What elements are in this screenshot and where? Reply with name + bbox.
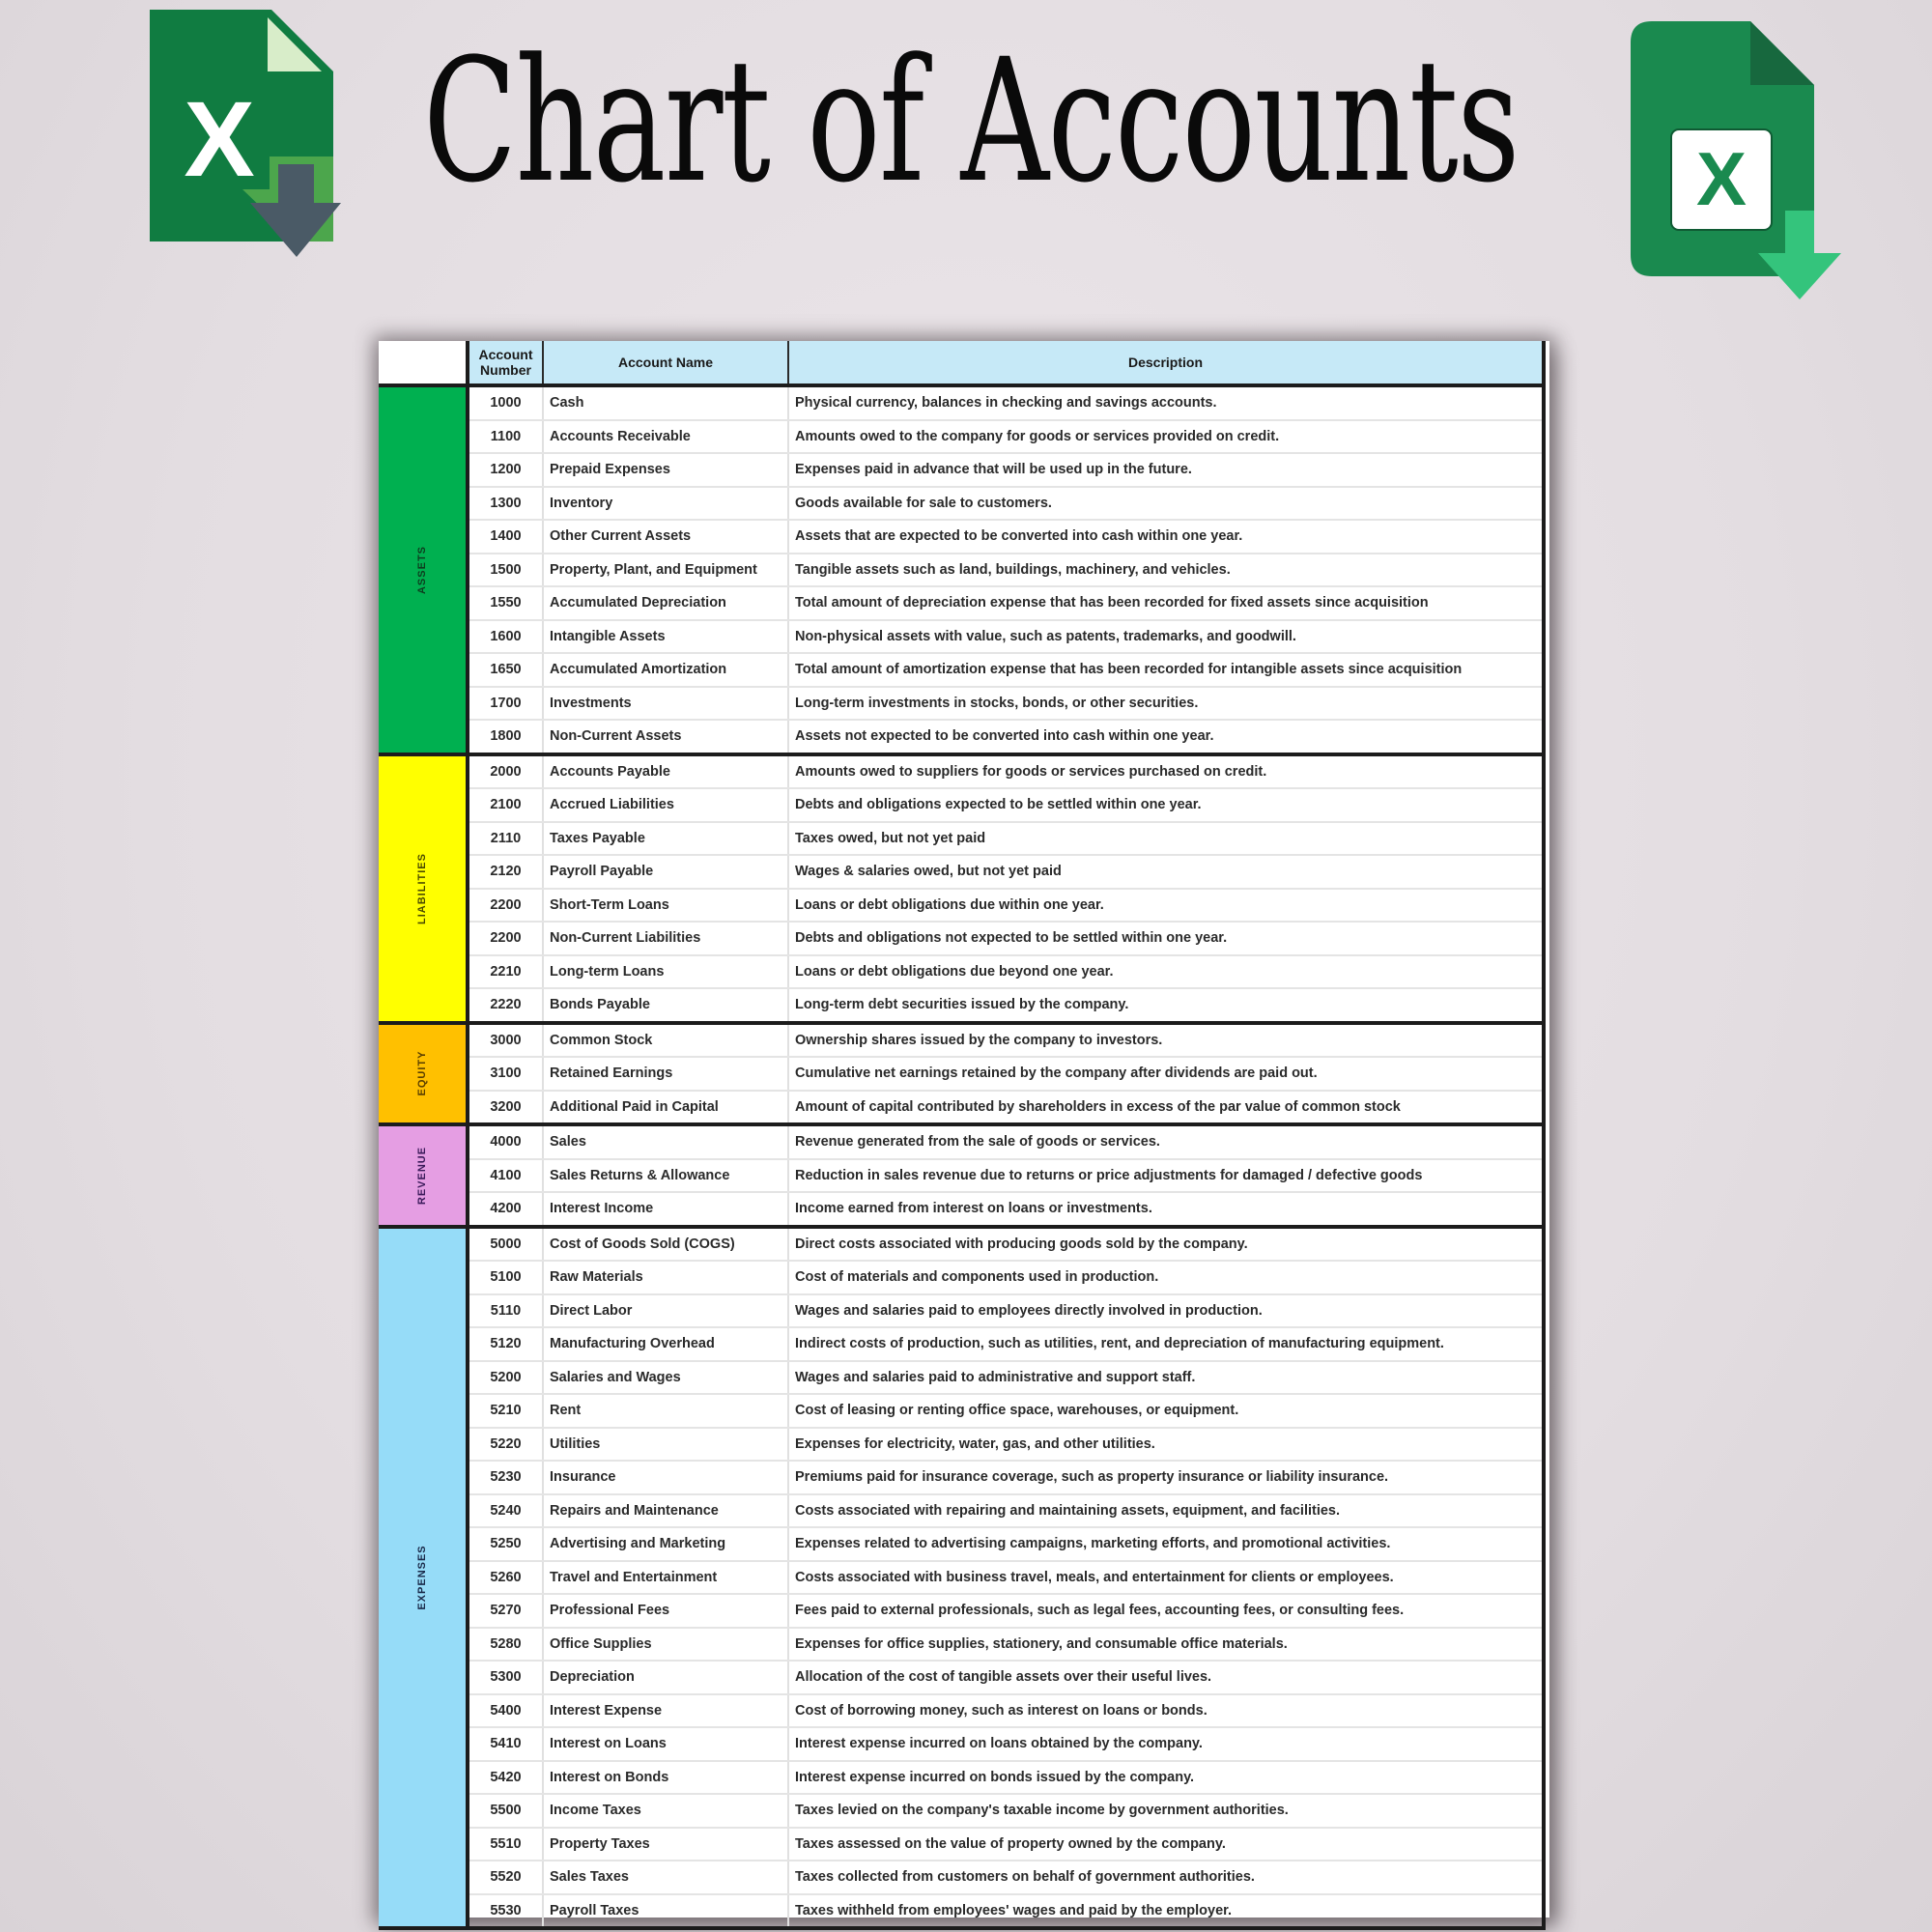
category-cell-assets xyxy=(379,385,468,754)
account-number[interactable]: 2210 xyxy=(468,955,543,989)
account-number[interactable]: 1400 xyxy=(468,520,543,554)
table-row xyxy=(379,1694,1544,1728)
account-description[interactable]: Ownership shares issued by the company to investors. xyxy=(788,1023,1544,1058)
account-number[interactable]: 5400 xyxy=(468,1694,543,1728)
account-number[interactable]: 2220 xyxy=(468,988,543,1023)
account-number[interactable]: 2200 xyxy=(468,889,543,923)
account-name[interactable]: Long-term Loans xyxy=(543,955,788,989)
account-description[interactable]: Expenses for office supplies, stationery, and consumable office materials. xyxy=(788,1628,1544,1662)
account-name[interactable]: Retained Earnings xyxy=(543,1057,788,1091)
account-number[interactable]: 5230 xyxy=(468,1461,543,1494)
header-category xyxy=(379,341,468,385)
account-number[interactable]: 3100 xyxy=(468,1057,543,1091)
account-name[interactable]: Repairs and Maintenance xyxy=(543,1494,788,1528)
account-name[interactable]: Accounts Payable xyxy=(543,754,788,789)
account-number[interactable]: 5000 xyxy=(468,1227,543,1262)
table-row xyxy=(379,1124,1544,1159)
account-name[interactable]: Accumulated Depreciation xyxy=(543,586,788,620)
table-row xyxy=(379,487,1544,521)
category-label: EQUITY xyxy=(416,1050,428,1096)
category-cell-revenue xyxy=(379,1124,468,1227)
account-number[interactable]: 5500 xyxy=(468,1794,543,1828)
table-row xyxy=(379,653,1544,687)
account-description[interactable]: Tangible assets such as land, buildings, machinery, and vehicles. xyxy=(788,554,1544,587)
account-description[interactable]: Cumulative net earnings retained by the company after dividends are paid out. xyxy=(788,1057,1544,1091)
account-name[interactable]: Accrued Liabilities xyxy=(543,788,788,822)
table-row xyxy=(379,1394,1544,1428)
table-row xyxy=(379,1294,1544,1328)
account-name[interactable]: Direct Labor xyxy=(543,1294,788,1328)
account-number[interactable]: 1100 xyxy=(468,420,543,454)
account-number[interactable]: 5510 xyxy=(468,1828,543,1861)
account-number[interactable]: 5420 xyxy=(468,1761,543,1795)
account-description[interactable]: Long-term investments in stocks, bonds, or other securities. xyxy=(788,687,1544,721)
account-description[interactable]: Expenses related to advertising campaigns, marketing efforts, and promotional activities. xyxy=(788,1527,1544,1561)
table-row xyxy=(379,1428,1544,1462)
category-cell-expenses xyxy=(379,1227,468,1929)
account-number[interactable]: 2000 xyxy=(468,754,543,789)
table-row xyxy=(379,1023,1544,1058)
account-name[interactable]: Cost of Goods Sold (COGS) xyxy=(543,1227,788,1262)
table-row xyxy=(379,1861,1544,1894)
table-row xyxy=(379,554,1544,587)
table-row xyxy=(379,1828,1544,1861)
account-description[interactable]: Taxes collected from customers on behalf of government authorities. xyxy=(788,1861,1544,1894)
account-number[interactable]: 2100 xyxy=(468,788,543,822)
account-name[interactable]: Income Taxes xyxy=(543,1794,788,1828)
excel-download-icon xyxy=(150,10,372,261)
account-name[interactable]: Raw Materials xyxy=(543,1261,788,1294)
account-name[interactable]: Office Supplies xyxy=(543,1628,788,1662)
account-number[interactable]: 4100 xyxy=(468,1159,543,1193)
table-row xyxy=(379,1794,1544,1828)
table-row xyxy=(379,1461,1544,1494)
account-description[interactable]: Long-term debt securities issued by the company. xyxy=(788,988,1544,1023)
account-number[interactable]: 4000 xyxy=(468,1124,543,1159)
account-number[interactable]: 5240 xyxy=(468,1494,543,1528)
account-name[interactable]: Accumulated Amortization xyxy=(543,653,788,687)
svg-text:X: X xyxy=(184,80,255,199)
account-description[interactable]: Non-physical assets with value, such as patents, trademarks, and goodwill. xyxy=(788,620,1544,654)
account-description[interactable]: Taxes owed, but not yet paid xyxy=(788,822,1544,856)
table-row xyxy=(379,1594,1544,1628)
account-name[interactable]: Utilities xyxy=(543,1428,788,1462)
account-description[interactable]: Total amount of depreciation expense that has been recorded for fixed assets since acquisition xyxy=(788,586,1544,620)
account-number[interactable]: 5520 xyxy=(468,1861,543,1894)
category-cell-liabilities xyxy=(379,754,468,1023)
account-name[interactable]: Taxes Payable xyxy=(543,822,788,856)
table-row xyxy=(379,1091,1544,1125)
account-name[interactable]: Interest on Loans xyxy=(543,1727,788,1761)
account-description[interactable]: Assets not expected to be converted into cash within one year. xyxy=(788,720,1544,754)
account-description[interactable]: Total amount of amortization expense that has been recorded for intangible assets since acquisition xyxy=(788,653,1544,687)
table-row xyxy=(379,1661,1544,1694)
account-description[interactable]: Cost of materials and components used in production. xyxy=(788,1261,1544,1294)
table-header-row xyxy=(379,341,1544,385)
account-number[interactable]: 5110 xyxy=(468,1294,543,1328)
account-number[interactable]: 5250 xyxy=(468,1527,543,1561)
page-title: Chart of Accounts xyxy=(423,21,1519,220)
table-row xyxy=(379,1057,1544,1091)
account-number[interactable]: 5530 xyxy=(468,1894,543,1929)
table-row xyxy=(379,754,1544,789)
account-description[interactable]: Interest expense incurred on loans obtained by the company. xyxy=(788,1727,1544,1761)
account-name[interactable]: Interest Expense xyxy=(543,1694,788,1728)
account-description[interactable]: Goods available for sale to customers. xyxy=(788,487,1544,521)
table-row xyxy=(379,922,1544,955)
table-row xyxy=(379,1894,1544,1929)
account-description[interactable]: Reduction in sales revenue due to returns or price adjustments for damaged / defective goods xyxy=(788,1159,1544,1193)
account-number[interactable]: 1550 xyxy=(468,586,543,620)
account-number[interactable]: 2120 xyxy=(468,855,543,889)
category-label: LIABILITIES xyxy=(416,852,428,924)
table-row xyxy=(379,1361,1544,1395)
account-description[interactable]: Interest expense incurred on bonds issued by the company. xyxy=(788,1761,1544,1795)
table-row xyxy=(379,720,1544,754)
account-name[interactable]: Sales Taxes xyxy=(543,1861,788,1894)
account-name[interactable]: Manufacturing Overhead xyxy=(543,1327,788,1361)
table-row xyxy=(379,1261,1544,1294)
account-description[interactable]: Debts and obligations not expected to be settled within one year. xyxy=(788,922,1544,955)
account-name[interactable]: Cash xyxy=(543,385,788,420)
account-description[interactable]: Taxes withheld from employees' wages and paid by the employer. xyxy=(788,1894,1544,1929)
account-name[interactable]: Non-Current Liabilities xyxy=(543,922,788,955)
account-description[interactable]: Assets that are expected to be converted into cash within one year. xyxy=(788,520,1544,554)
table-row xyxy=(379,855,1544,889)
account-number[interactable]: 5270 xyxy=(468,1594,543,1628)
account-name[interactable]: Professional Fees xyxy=(543,1594,788,1628)
account-description[interactable]: Fees paid to external professionals, such as legal fees, accounting fees, or consulting fees. xyxy=(788,1594,1544,1628)
account-description[interactable]: Physical currency, balances in checking and savings accounts. xyxy=(788,385,1544,420)
account-name[interactable]: Intangible Assets xyxy=(543,620,788,654)
account-description[interactable]: Costs associated with business travel, meals, and entertainment for clients or employees. xyxy=(788,1561,1544,1595)
table-row xyxy=(379,1727,1544,1761)
account-description[interactable]: Amount of capital contributed by shareholders in excess of the par value of common stock xyxy=(788,1091,1544,1125)
account-description[interactable]: Cost of leasing or renting office space, warehouses, or equipment. xyxy=(788,1394,1544,1428)
account-number[interactable]: 5200 xyxy=(468,1361,543,1395)
account-name[interactable]: Depreciation xyxy=(543,1661,788,1694)
table-row xyxy=(379,955,1544,989)
account-name[interactable]: Travel and Entertainment xyxy=(543,1561,788,1595)
account-description[interactable]: Wages & salaries owed, but not yet paid xyxy=(788,855,1544,889)
sheets-download-icon xyxy=(1631,21,1853,301)
table-row xyxy=(379,1494,1544,1528)
account-name[interactable]: Interest Income xyxy=(543,1192,788,1227)
category-label: EXPENSES xyxy=(416,1545,428,1610)
table-row xyxy=(379,889,1544,923)
account-number[interactable]: 1650 xyxy=(468,653,543,687)
account-name[interactable]: Prepaid Expenses xyxy=(543,453,788,487)
account-number[interactable]: 5100 xyxy=(468,1261,543,1294)
account-number[interactable]: 5220 xyxy=(468,1428,543,1462)
account-name[interactable]: Common Stock xyxy=(543,1023,788,1058)
account-number[interactable]: 4200 xyxy=(468,1192,543,1227)
header-description: Description xyxy=(788,341,1544,385)
account-description[interactable]: Revenue generated from the sale of goods or services. xyxy=(788,1124,1544,1159)
account-name[interactable]: Non-Current Assets xyxy=(543,720,788,754)
table-row xyxy=(379,1761,1544,1795)
account-number[interactable]: 3200 xyxy=(468,1091,543,1125)
table-row xyxy=(379,1628,1544,1662)
table-row xyxy=(379,988,1544,1023)
account-number[interactable]: 5280 xyxy=(468,1628,543,1662)
table-row xyxy=(379,586,1544,620)
account-description[interactable]: Direct costs associated with producing goods sold by the company. xyxy=(788,1227,1544,1262)
account-description[interactable]: Costs associated with repairing and maintaining assets, equipment, and facilities. xyxy=(788,1494,1544,1528)
category-label: ASSETS xyxy=(416,545,428,594)
account-name[interactable]: Accounts Receivable xyxy=(543,420,788,454)
table-row xyxy=(379,520,1544,554)
account-number[interactable]: 1000 xyxy=(468,385,543,420)
table-row xyxy=(379,822,1544,856)
account-number[interactable]: 2110 xyxy=(468,822,543,856)
account-name[interactable]: Inventory xyxy=(543,487,788,521)
table-row xyxy=(379,620,1544,654)
account-number[interactable]: 1600 xyxy=(468,620,543,654)
account-name[interactable]: Advertising and Marketing xyxy=(543,1527,788,1561)
table-row xyxy=(379,420,1544,454)
svg-text:X: X xyxy=(1695,136,1747,221)
account-name[interactable]: Salaries and Wages xyxy=(543,1361,788,1395)
account-name[interactable]: Payroll Taxes xyxy=(543,1894,788,1929)
account-name[interactable]: Other Current Assets xyxy=(543,520,788,554)
account-number[interactable]: 5210 xyxy=(468,1394,543,1428)
chart-of-accounts-sheet xyxy=(379,341,1549,1918)
account-description[interactable]: Wages and salaries paid to administrative and support staff. xyxy=(788,1361,1544,1395)
account-description[interactable]: Expenses paid in advance that will be used up in the future. xyxy=(788,453,1544,487)
account-number[interactable]: 1800 xyxy=(468,720,543,754)
account-name[interactable]: Sales xyxy=(543,1124,788,1159)
account-number[interactable]: 1700 xyxy=(468,687,543,721)
table-row xyxy=(379,1327,1544,1361)
account-number[interactable]: 5410 xyxy=(468,1727,543,1761)
accounts-table xyxy=(379,341,1546,1930)
account-name[interactable]: Property Taxes xyxy=(543,1828,788,1861)
account-number[interactable]: 1200 xyxy=(468,453,543,487)
account-number[interactable]: 5260 xyxy=(468,1561,543,1595)
table-row xyxy=(379,1527,1544,1561)
account-description[interactable]: Expenses for electricity, water, gas, and other utilities. xyxy=(788,1428,1544,1462)
table-row xyxy=(379,1159,1544,1193)
table-row xyxy=(379,1561,1544,1595)
account-name[interactable]: Bonds Payable xyxy=(543,988,788,1023)
table-row xyxy=(379,453,1544,487)
account-description[interactable]: Loans or debt obligations due beyond one year. xyxy=(788,955,1544,989)
account-number[interactable]: 1300 xyxy=(468,487,543,521)
account-description[interactable]: Premiums paid for insurance coverage, such as property insurance or liability insurance. xyxy=(788,1461,1544,1494)
account-number[interactable]: 3000 xyxy=(468,1023,543,1058)
account-description[interactable]: Loans or debt obligations due within one year. xyxy=(788,889,1544,923)
account-name[interactable]: Payroll Payable xyxy=(543,855,788,889)
category-cell-equity xyxy=(379,1023,468,1125)
account-name[interactable]: Sales Returns & Allowance xyxy=(543,1159,788,1193)
table-row xyxy=(379,1227,1544,1262)
account-description[interactable]: Amounts owed to suppliers for goods or services purchased on credit. xyxy=(788,754,1544,789)
table-row xyxy=(379,788,1544,822)
account-description[interactable]: Cost of borrowing money, such as interest on loans or bonds. xyxy=(788,1694,1544,1728)
account-number[interactable]: 2200 xyxy=(468,922,543,955)
account-name[interactable]: Property, Plant, and Equipment xyxy=(543,554,788,587)
table-row xyxy=(379,1192,1544,1227)
account-description[interactable]: Indirect costs of production, such as utilities, rent, and depreciation of manufacturing equipment. xyxy=(788,1327,1544,1361)
header-account-number: Account Number xyxy=(468,341,543,385)
account-name[interactable]: Additional Paid in Capital xyxy=(543,1091,788,1125)
account-name[interactable]: Interest on Bonds xyxy=(543,1761,788,1795)
account-description[interactable]: Taxes levied on the company's taxable income by government authorities. xyxy=(788,1794,1544,1828)
account-description[interactable]: Wages and salaries paid to employees directly involved in production. xyxy=(788,1294,1544,1328)
account-description[interactable]: Amounts owed to the company for goods or services provided on credit. xyxy=(788,420,1544,454)
account-name[interactable]: Rent xyxy=(543,1394,788,1428)
account-number[interactable]: 5300 xyxy=(468,1661,543,1694)
account-number[interactable]: 5120 xyxy=(468,1327,543,1361)
header-account-name: Account Name xyxy=(543,341,788,385)
account-description[interactable]: Allocation of the cost of tangible assets over their useful lives. xyxy=(788,1661,1544,1694)
account-description[interactable]: Debts and obligations expected to be settled within one year. xyxy=(788,788,1544,822)
account-name[interactable]: Short-Term Loans xyxy=(543,889,788,923)
account-number[interactable]: 1500 xyxy=(468,554,543,587)
table-row xyxy=(379,687,1544,721)
account-name[interactable]: Insurance xyxy=(543,1461,788,1494)
account-name[interactable]: Investments xyxy=(543,687,788,721)
table-row xyxy=(379,385,1544,420)
account-description[interactable]: Income earned from interest on loans or investments. xyxy=(788,1192,1544,1227)
account-description[interactable]: Taxes assessed on the value of property owned by the company. xyxy=(788,1828,1544,1861)
category-label: REVENUE xyxy=(416,1146,428,1205)
